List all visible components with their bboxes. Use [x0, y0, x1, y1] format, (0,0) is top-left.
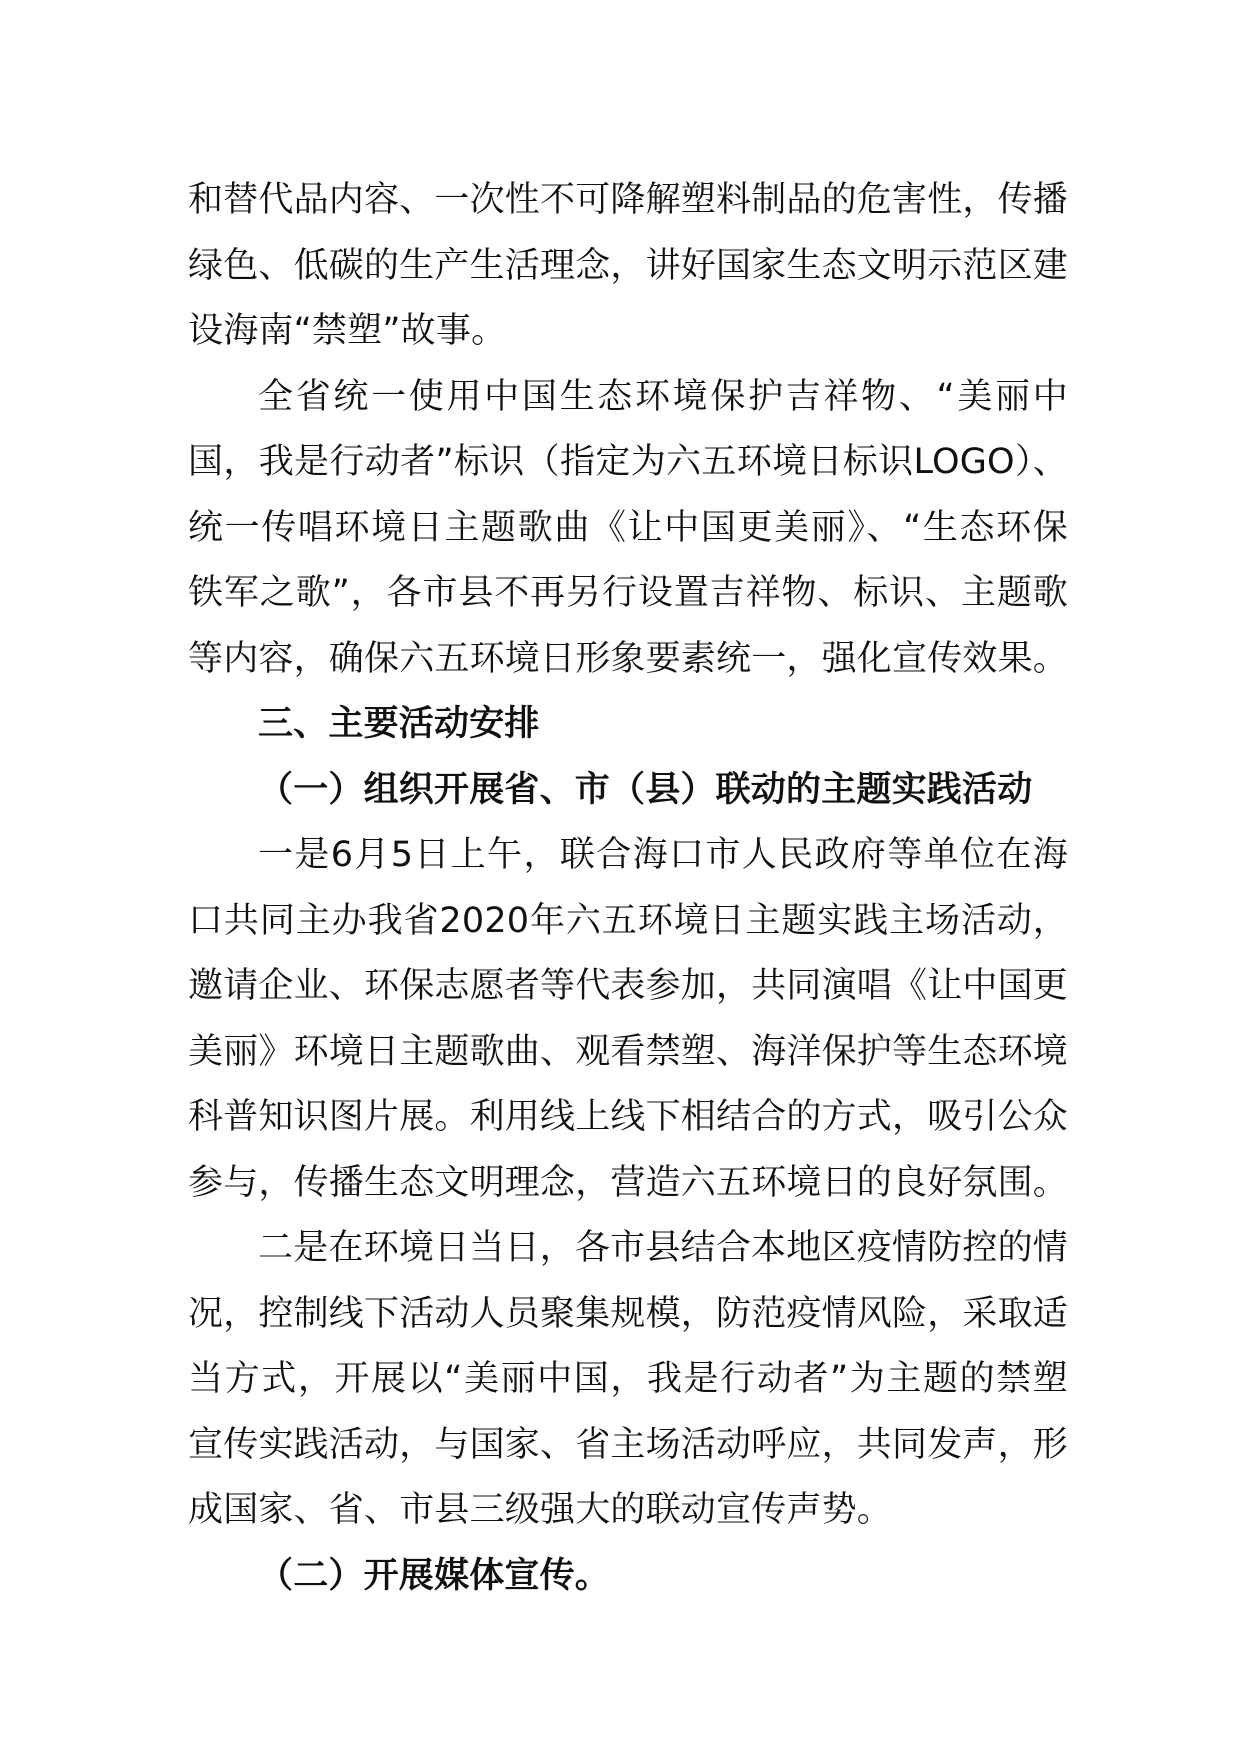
section-heading-main-activities: 三、主要活动安排: [258, 704, 540, 744]
subheading-linked-practice: （一）组织开展省、市（县）联动的主题实践活动: [258, 769, 1033, 810]
paragraph-continuation: 和替代品内容、一次性不可降解塑料制品的危害性，传播绿色、低碳的生产生活理念，讲好国家生态文明示范区建设海南“禁塑”故事。: [188, 180, 1069, 351]
paragraph-unified-logo: 全省统一使用中国生态环境保护吉祥物、“美丽中国，我是行动者”标识（指定为六五环境日标识LOGO）、统一传唱环境日主题歌曲《让中国更美丽》、“生态环保铁军之歌”，各市县不再另行设置吉祥物、标识、主题歌等内容，确保六五环境日形象要素统一，强化宣传效果。: [188, 376, 1069, 679]
subheading-media-publicity: （二）开展媒体宣传。: [258, 1555, 611, 1596]
document-body: [188, 168, 1068, 1609]
paragraph-main-event: 一是6月5日上午，联合海口市人民政府等单位在海口共同主办我省2020年六五环境日主题实践主场活动，邀请企业、环保志愿者等代表参加，共同演唱《让中国更美丽》环境日主题歌曲、观看禁塑、海洋保护等生态环境科普知识图片展。利用线上线下相结合的方式，吸引公众参与，传播生态文明理念，营造六五环境日的良好氛围。: [188, 835, 1069, 1203]
paragraph-county-events: 二是在环境日当日，各市县结合本地区疫情防控的情况，控制线下活动人员聚集规模，防范疫情风险，采取适当方式，开展以“美丽中国，我是行动者”为主题的禁塑宣传实践活动，与国家、省主场活动呼应，共同发声，形成国家、省、市县三级强大的联动宣传声势。: [188, 1228, 1069, 1530]
